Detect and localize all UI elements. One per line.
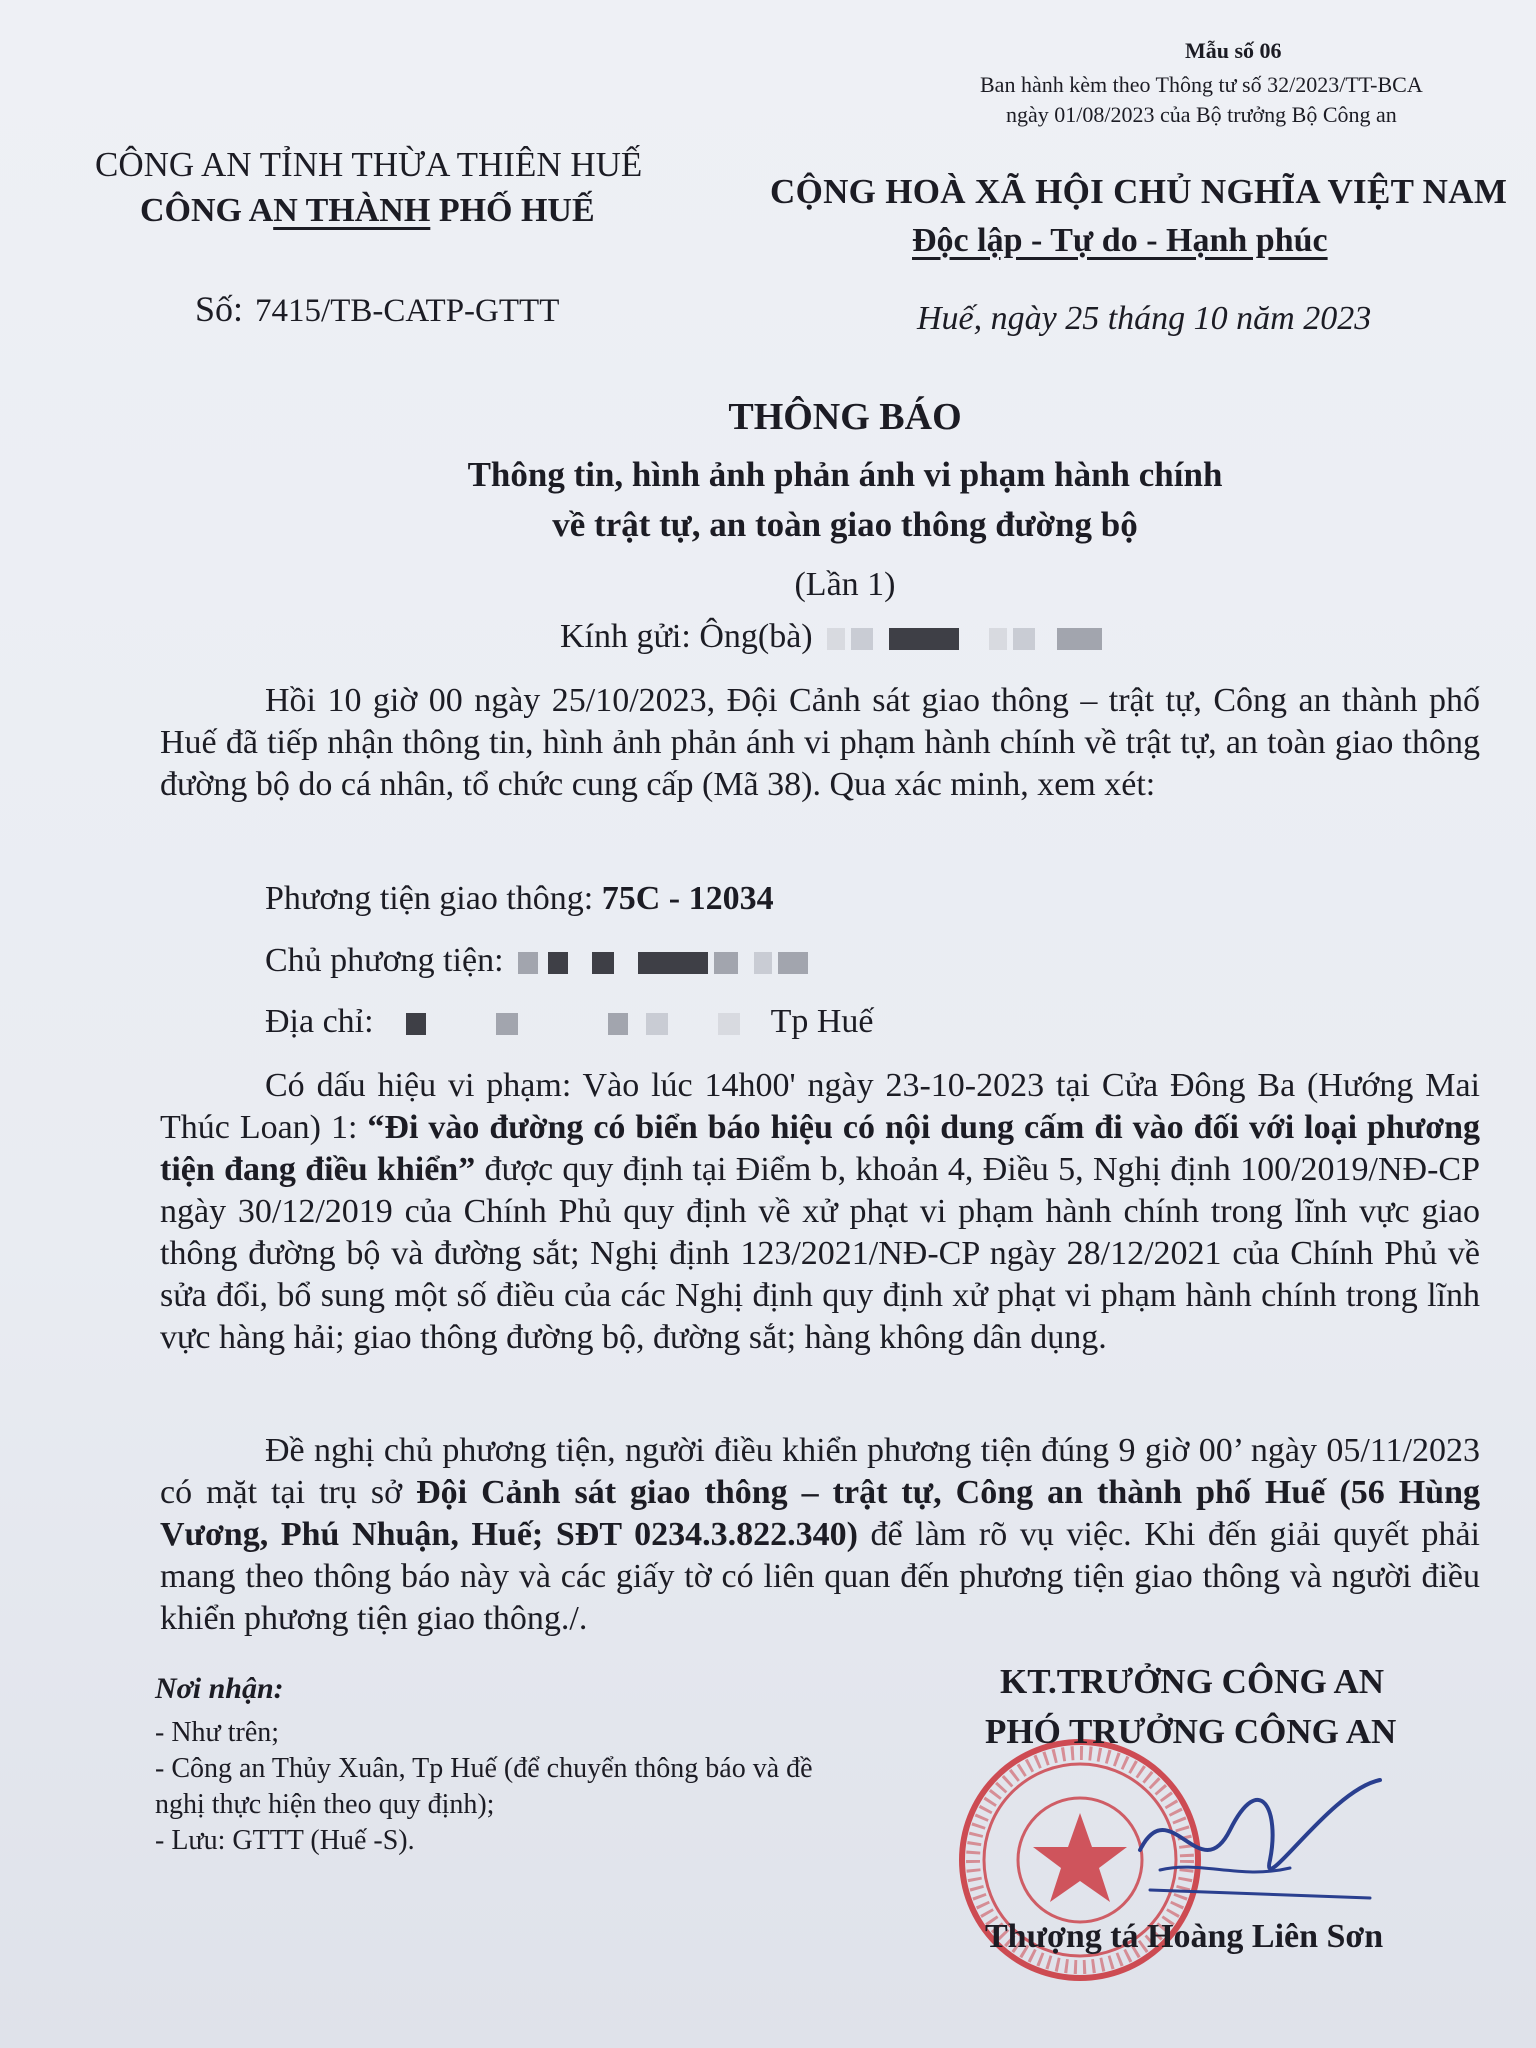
redacted-block bbox=[638, 952, 708, 974]
address-city: Tp Huế bbox=[770, 1003, 874, 1040]
address-field bbox=[265, 1003, 874, 1041]
paragraph-intro: Hồi 10 giờ 00 ngày 25/10/2023, Đội Cảnh sát giao thông – trật tự, Công an thành phố Huế đã tiếp nhận thông tin, hình ảnh phản ánh vi phạm hành chính về trật tự, an toàn giao thông đường bộ do cá nhân, tổ chức cung cấp (Mã 38). Qua xác minh, xem xét: bbox=[160, 682, 1480, 803]
redacted-block bbox=[548, 952, 568, 974]
owner-label: Chủ phương tiện: bbox=[265, 942, 504, 979]
recipients-title: Nơi nhận: bbox=[155, 1672, 284, 1705]
motto: Độc lập - Tự do - Hạnh phúc bbox=[912, 222, 1328, 259]
document-subtitle-1: Thông tin, hình ảnh phản ánh vi phạm hành chính bbox=[467, 455, 1223, 494]
round-number: (Lần 1) bbox=[794, 566, 896, 603]
recipient-item: - Như trên; bbox=[155, 1717, 280, 1748]
vehicle-label: Phương tiện giao thông: bbox=[265, 880, 602, 917]
redacted-block bbox=[592, 952, 614, 974]
document-number-label: Số: bbox=[195, 289, 244, 329]
redacted-block bbox=[406, 1013, 426, 1035]
vehicle-plate: 75C - 12034 bbox=[601, 880, 774, 917]
request-text-a: Đề nghị chủ phương tiện, người điều khiển phương tiện đúng 9 giờ 00’ ngày 05/11/2023 có mặt tại trụ sở bbox=[160, 1432, 1480, 1511]
vehicle-field bbox=[265, 880, 774, 918]
violation-text-b: được quy định tại Điểm b, khoản 4, Điều 5, Nghị định 100/2019/NĐ-CP ngày 30/12/2019 của Chính Phủ quy định về xử phạt vi phạm hành chính trong lĩnh vực giao thông đường bộ và đường sắt; Nghị định 123/2021/NĐ-CP ngày 28/12/2021 của Chính Phủ về sửa đổi, bổ sung một số điều của các Nghị định quy định xử phạt vi phạm hành chính trong lĩnh vực hàng hải; giao thông đường bộ, đường sắt; hàng không dân dụng. bbox=[160, 1151, 1480, 1356]
document-number-value: 7415/TB-CATP-GTTT bbox=[255, 293, 560, 329]
redacted-block bbox=[827, 628, 845, 650]
redacted-block bbox=[989, 628, 1007, 650]
issued-line-2: ngày 01/08/2023 của Bộ trưởng Bộ Công an bbox=[1005, 102, 1397, 127]
violation-offense: “Đi vào đường có biển báo hiệu có nội dung cấm đi vào đối với loại phương tiện đang điều khiển” bbox=[160, 1109, 1480, 1188]
handwritten-signature bbox=[1130, 1750, 1390, 1920]
redacted-block bbox=[754, 952, 772, 974]
redacted-block bbox=[518, 952, 538, 974]
addressee-label: Kính gửi: Ông(bà) bbox=[560, 618, 813, 655]
redacted-block bbox=[608, 1013, 628, 1035]
recipient-item: - Lưu: GTTT (Huế -S). bbox=[155, 1825, 415, 1856]
redacted-block bbox=[778, 952, 808, 974]
addressee bbox=[560, 618, 1102, 656]
form-number: Mẫu số 06 bbox=[1185, 38, 1282, 63]
place-date: Huế, ngày 25 tháng 10 năm 2023 bbox=[917, 300, 1372, 337]
redacted-block bbox=[714, 952, 738, 974]
document-number bbox=[195, 288, 559, 330]
request-office: Đội Cảnh sát giao thông – trật tự, Công an thành phố Huế (56 Hùng Vương, Phú Nhuận, Huế; SĐT 0234.3.822.340) bbox=[160, 1474, 1480, 1553]
signatory-title-1: KT.TRƯỞNG CÔNG AN bbox=[1000, 1662, 1385, 1701]
recipient-item: - Công an Thủy Xuân, Tp Huế (để chuyển thông báo và đề nghị thực hiện theo quy định); bbox=[155, 1753, 813, 1820]
agency-main-part-a: CÔNG A bbox=[140, 192, 274, 229]
redacted-block bbox=[851, 628, 873, 650]
paragraph-violation bbox=[160, 1065, 1480, 1359]
request-text-b: để làm rõ vụ việc. Khi đến giải quyết phải mang theo thông báo này và các giấy tờ có liên quan đến phương tiện giao thông và người điều khiển phương tiện giao thông./. bbox=[160, 1516, 1480, 1637]
issued-note bbox=[980, 70, 1423, 130]
redacted-block bbox=[718, 1013, 740, 1035]
agency-parent: CÔNG AN TỈNH THỪA THIÊN HUẾ bbox=[95, 145, 643, 184]
document-subtitle-2: về trật tự, an toàn giao thông đường bộ bbox=[552, 505, 1138, 544]
redacted-block bbox=[646, 1013, 668, 1035]
paragraph-request bbox=[160, 1430, 1480, 1640]
issued-line-1: Ban hành kèm theo Thông tư số 32/2023/TT-BCA bbox=[980, 72, 1423, 97]
owner-field bbox=[265, 942, 808, 980]
redacted-block bbox=[496, 1013, 518, 1035]
redacted-block bbox=[1013, 628, 1035, 650]
redacted-block bbox=[889, 628, 959, 650]
signatory-name: Thượng tá Hoàng Liên Sơn bbox=[985, 1918, 1384, 1955]
address-label: Địa chỉ: bbox=[265, 1003, 374, 1040]
signatory-title-2: PHÓ TRƯỞNG CÔNG AN bbox=[985, 1712, 1397, 1751]
violation-text-a: Có dấu hiệu vi phạm: Vào lúc 14h00' ngày 23-10-2023 tại Cửa Đông Ba (Hướng Mai Thúc Loan) 1: bbox=[160, 1067, 1480, 1146]
agency-main bbox=[140, 192, 595, 230]
agency-main-part-c: PHỐ HUẾ bbox=[430, 192, 595, 229]
agency-main-part-b: N THÀNH bbox=[273, 192, 431, 229]
redacted-block bbox=[1057, 628, 1102, 650]
document-title: THÔNG BÁO bbox=[728, 396, 962, 438]
nation-header: CỘNG HOÀ XÃ HỘI CHỦ NGHĨA VIỆT NAM bbox=[770, 172, 1508, 211]
